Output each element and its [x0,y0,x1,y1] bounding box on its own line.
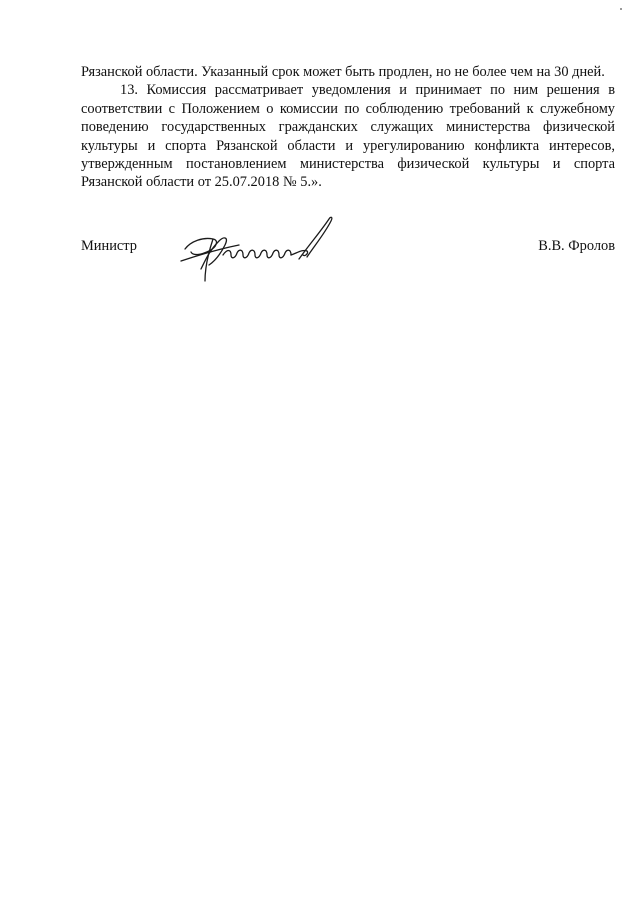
signature-block [81,237,615,297]
scan-mark [620,8,622,10]
signatory-name: В.В. Фролов [538,238,615,254]
handwritten-signature-icon [179,215,341,287]
paragraph-13: 13. Комиссия рассматривает уведомления и принимает по ним решения в соответствии с Положением о комиссии по соблюдению требований к служебному поведению государственных гражданских служащих министерства физической культуры и спорта Рязанской области и урегулированию конфликта интересов, утвержденным постановлением министерства физической культуры и спорта Рязанской области от 25.07.2018 № 5.». [81,82,615,191]
document-body [81,63,615,192]
position-title: Министр [81,238,137,254]
paragraph-continuation: Рязанской области. Указанный срок может быть продлен, но не более чем на 30 дней. [81,64,605,80]
